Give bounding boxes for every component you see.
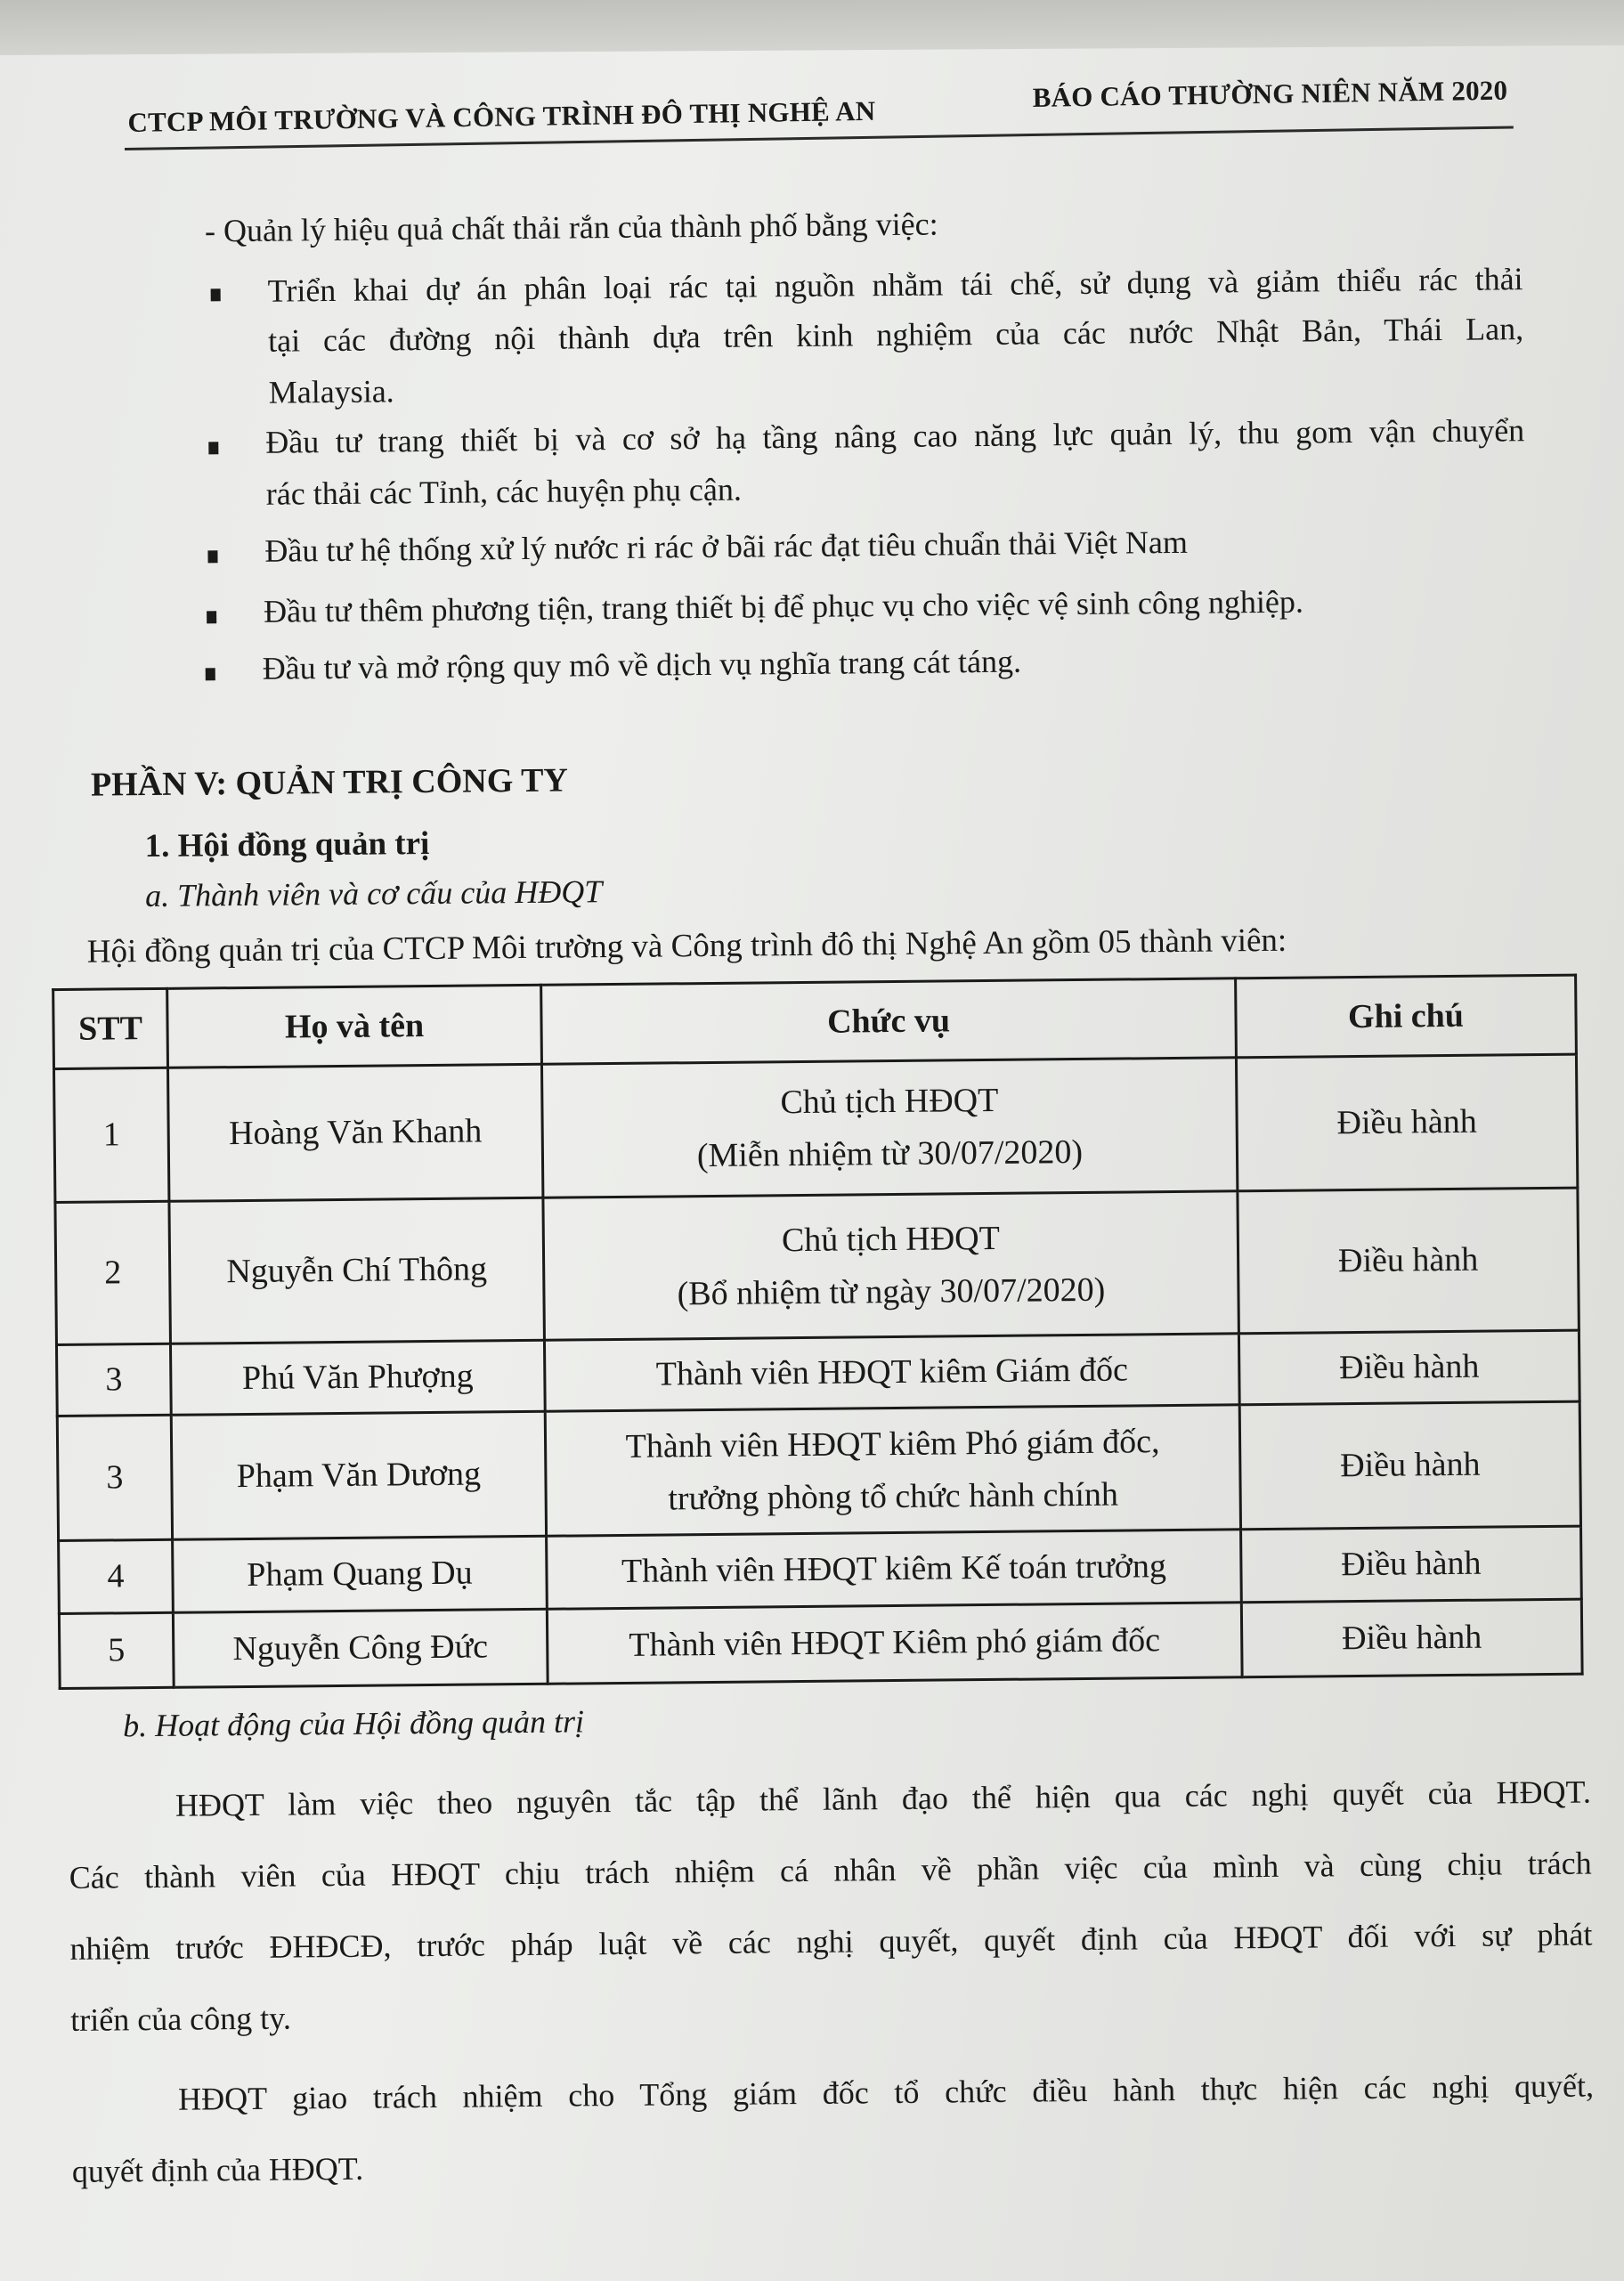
bullet-square-icon [206,668,215,680]
activities-p1-line-4: triển của công ty. [70,2000,292,2038]
header-company: CTCP MÔI TRƯỜNG VÀ CÔNG TRÌNH ĐÔ THỊ NGHỆ AN [127,94,876,138]
bullet-5-line-1: Đầu tư và mở rộng quy mô về dịch vụ nghĩa trang cát táng. [262,643,1022,686]
cell-name: Phạm Quang Dụ [173,1536,548,1612]
column-header-position: Chức vụ [541,978,1237,1064]
cell-note: Điều hành [1241,1599,1582,1677]
activities-p2-line-2: quyết định của HĐQT. [71,2150,364,2189]
subsection-board: 1. Hội đồng quản trị [144,824,430,865]
bullet-3-line-1: Đầu tư hệ thống xử lý nước ri rác ở bãi rác đạt tiêu chuẩn thải Việt Nam [264,524,1189,569]
column-header-stt: STT [53,988,168,1068]
bullet-1-line-1: Triển khai dự án phân loại rác tại nguồn nhằm tái chế, sử dụng và giảm thiểu rác thải [267,261,1523,309]
column-header-note: Ghi chú [1236,975,1577,1058]
cell-name: Hoàng Văn Khanh [168,1064,543,1201]
column-header-name: Họ và tên [167,985,542,1067]
bullet-4-line-1: Đầu tư thêm phương tiện, trang thiết bị để phục vụ cho việc vệ sinh công nghiệp. [263,583,1304,629]
cell-stt: 3 [56,1343,171,1416]
bullet-square-icon [211,288,221,301]
position-line-1: Thành viên HĐQT kiêm Phó giám đốc, [625,1422,1160,1465]
cell-name: Nguyễn Chí Thông [169,1197,545,1343]
subsection-members: a. Thành viên và cơ cấu của HĐQT [144,873,603,914]
position-line-1: Chủ tịch HĐQT [781,1219,1001,1259]
table-row [57,1401,1580,1540]
cell-stt: 2 [55,1201,171,1344]
table-row [59,1599,1582,1688]
cell-stt: 4 [59,1539,174,1613]
section-title: PHẦN V: QUẢN TRỊ CÔNG TY [90,761,569,804]
table-header-row [53,975,1577,1068]
table-row [54,1054,1578,1202]
cell-position [541,1058,1237,1197]
position-line-1: Chủ tịch HĐQT [780,1081,999,1121]
board-members-table [52,974,1583,1690]
cell-position: Thành viên HĐQT kiêm Kế toán trưởng [547,1530,1242,1609]
activities-p1-line-3: nhiệm trước ĐHĐCĐ, trước pháp luật về các nghị quyết, quyết định của HĐQT đối với sự phát [69,1916,1593,1967]
header-report-title: BÁO CÁO THƯỜNG NIÊN NĂM 2020 [1032,74,1508,113]
intro-lead: - Quản lý hiệu quả chất thải rắn của thành phố bằng việc: [204,206,938,249]
cell-name: Nguyễn Công Đức [173,1609,548,1687]
bullet-1-line-3: Malaysia. [268,373,394,410]
cell-note: Điều hành [1238,1188,1579,1334]
bullet-2-line-1: Đầu tư trang thiết bị và cơ sở hạ tầng nâng cao năng lực quản lý, thu gom vận chuyển [265,412,1525,460]
cell-name: Phạm Văn Dương [171,1411,546,1539]
cell-note: Điều hành [1241,1526,1582,1603]
bullet-square-icon [207,611,216,623]
table-row [55,1188,1579,1344]
position-line-2: (Miễn nhiệm từ 30/07/2020) [696,1132,1084,1174]
subsection-activities: b. Hoạt động của Hội đồng quản trị [122,1703,585,1744]
bullet-square-icon [208,442,218,454]
cell-position [543,1191,1238,1340]
cell-position: Thành viên HĐQT Kiêm phó giám đốc [547,1603,1242,1684]
bullet-1-line-2: tại các đường nội thành dựa trên kinh nghiệm của các nước Nhật Bản, Thái Lan, [267,311,1524,359]
cell-note: Điều hành [1239,1401,1580,1530]
cell-position: Thành viên HĐQT kiêm Giám đốc [544,1334,1239,1411]
bullet-square-icon [207,550,217,563]
cell-stt: 5 [59,1612,174,1688]
cell-note: Điều hành [1238,1330,1579,1405]
position-line-2: (Bổ nhiệm từ ngày 30/07/2020) [677,1270,1106,1312]
position-line-2: trưởng phòng tổ chức hành chính [668,1475,1119,1517]
cell-stt: 1 [54,1067,169,1202]
activities-p1-line-2: Các thành viên của HĐQT chịu trách nhiệm cá nhân về phần việc của mình và cùng chịu trách [69,1845,1592,1895]
activities-p2-line-1: HĐQT giao trách nhiệm cho Tổng giám đốc tổ chức điều hành thực hiện các nghị quyết, [177,2067,1595,2117]
cell-note: Điều hành [1236,1054,1577,1191]
table-intro: Hội đồng quản trị của CTCP Môi trường và Công trình đô thị Nghệ An gồm 05 thành viên: [86,921,1287,970]
cell-position [545,1405,1240,1536]
bullet-2-line-2: rác thải các Tỉnh, các huyện phụ cận. [265,471,743,512]
activities-p1-line-1: HĐQT làm việc theo nguyên tắc tập thể lãnh đạo thể hiện qua các nghị quyết của HĐQT. [175,1774,1592,1823]
cell-stt: 3 [57,1415,172,1540]
cell-name: Phú Văn Phượng [170,1340,545,1415]
